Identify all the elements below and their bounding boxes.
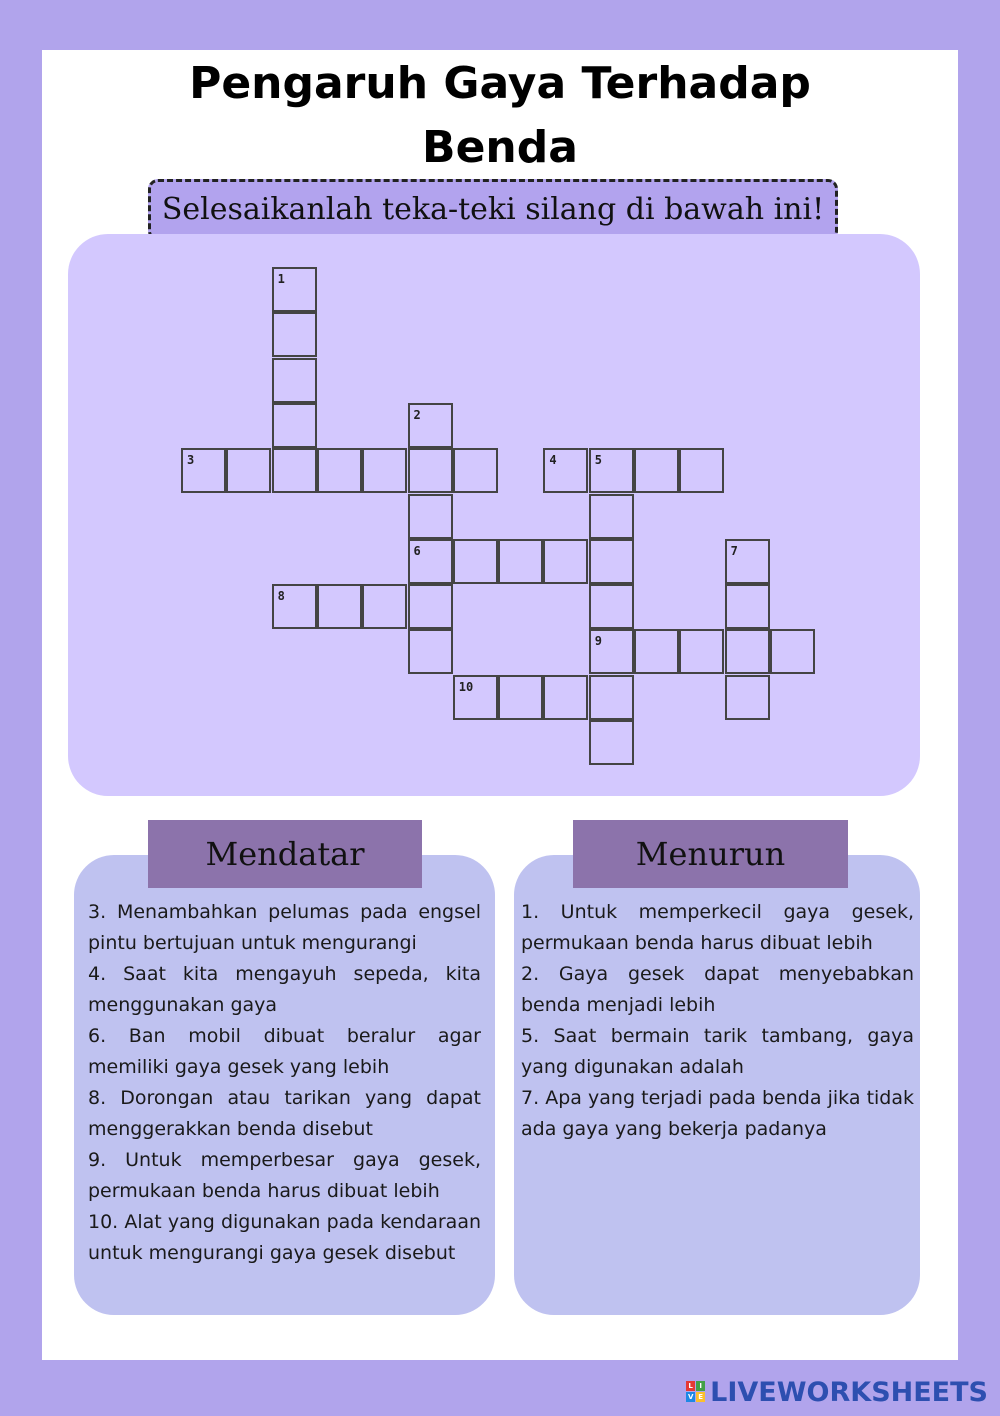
crossword-cell[interactable] [679, 448, 724, 493]
crossword-cell[interactable] [408, 403, 453, 448]
crossword-cell[interactable] [408, 448, 453, 493]
title-line-2: Benda [422, 122, 578, 173]
mendatar-clue-10: 10. Alat yang digunakan pada kendaraan untuk mengurangi gaya gesek disebut [88, 1211, 481, 1264]
crossword-cell[interactable] [317, 448, 362, 493]
worksheet-title [0, 52, 1000, 180]
crossword-cell[interactable] [589, 629, 634, 674]
mendatar-clue-list [88, 897, 481, 1269]
crossword-cell[interactable] [226, 448, 271, 493]
crossword-cell[interactable] [634, 448, 679, 493]
crossword-cell[interactable] [498, 675, 543, 720]
title-line-1: Pengaruh Gaya Terhadap [189, 58, 811, 109]
clue-number: 2 [413, 407, 421, 422]
crossword-cell[interactable] [272, 584, 317, 629]
crossword-cell[interactable] [408, 494, 453, 539]
crossword-cell[interactable] [181, 448, 226, 493]
clue-number: 8 [277, 589, 285, 604]
crossword-cell[interactable] [272, 448, 317, 493]
instruction-banner: Selesaikanlah teka-teki silang di bawah ini! [148, 179, 838, 241]
clue-number: 10 [458, 679, 474, 694]
mendatar-clue-4: 4. Saat kita mengayuh sepeda, kita menggunakan gaya [88, 963, 481, 1016]
clue-number: 7 [730, 543, 738, 558]
menurun-clue-2: 2. Gaya gesek dapat menyebabkan benda menjadi lebih [521, 963, 914, 1016]
crossword-cell[interactable] [589, 675, 634, 720]
menurun-clue-list [521, 897, 914, 1145]
crossword-cell[interactable] [498, 539, 543, 584]
clue-number: 4 [549, 453, 557, 468]
crossword-cell[interactable] [272, 267, 317, 312]
crossword-cell[interactable] [543, 675, 588, 720]
crossword-cell[interactable] [408, 629, 453, 674]
crossword-cell[interactable] [725, 539, 770, 584]
menurun-clue-5: 5. Saat bermain tarik tambang, gaya yang digunakan adalah [521, 1025, 914, 1078]
crossword-cell[interactable] [725, 675, 770, 720]
crossword-cell[interactable] [543, 539, 588, 584]
clue-number: 9 [594, 634, 602, 649]
clue-number: 3 [187, 453, 195, 468]
menurun-clue-1: 1. Untuk memperkecil gaya gesek, permukaan benda harus dibuat lebih [521, 901, 914, 954]
crossword-cell[interactable] [317, 584, 362, 629]
crossword-cell[interactable] [408, 584, 453, 629]
menurun-clue-7: 7. Apa yang terjadi pada benda jika tidak ada gaya yang bekerja padanya [521, 1087, 914, 1140]
crossword-cell[interactable] [589, 720, 634, 765]
menurun-heading: Menurun [573, 820, 848, 888]
crossword-cell[interactable] [589, 448, 634, 493]
crossword-cell[interactable] [725, 584, 770, 629]
clue-number: 5 [594, 453, 602, 468]
crossword-cell[interactable] [408, 539, 453, 584]
crossword-cell[interactable] [725, 629, 770, 674]
crossword-cell[interactable] [589, 584, 634, 629]
crossword-cell[interactable] [272, 403, 317, 448]
mendatar-clue-6: 6. Ban mobil dibuat beralur agar memiliki gaya gesek yang lebih [88, 1025, 481, 1078]
clue-number: 6 [413, 543, 421, 558]
mendatar-clue-8: 8. Dorongan atau tarikan yang dapat menggerakkan benda disebut [88, 1087, 481, 1140]
mendatar-heading: Mendatar [148, 820, 422, 888]
crossword-cell[interactable] [272, 312, 317, 357]
liveworksheets-logo[interactable] [686, 1377, 988, 1408]
mendatar-clue-9: 9. Untuk memperbesar gaya gesek, permukaan benda harus dibuat lebih [88, 1149, 481, 1202]
crossword-cell[interactable] [362, 448, 407, 493]
crossword-cell[interactable] [679, 629, 724, 674]
crossword-cell[interactable] [272, 358, 317, 403]
live-logo-icon: L I V E [686, 1381, 706, 1403]
crossword-cell[interactable] [634, 629, 679, 674]
crossword-cell[interactable] [589, 494, 634, 539]
crossword-cell[interactable] [589, 539, 634, 584]
clue-number: 1 [277, 272, 285, 286]
crossword-cell[interactable] [453, 675, 498, 720]
crossword-cell[interactable] [453, 539, 498, 584]
crossword-cell[interactable] [770, 629, 815, 674]
mendatar-clue-3: 3. Menambahkan pelumas pada engsel pintu bertujuan untuk mengurangi [88, 901, 481, 954]
brand-name: LIVEWORKSHEETS [710, 1377, 988, 1408]
crossword-cell[interactable] [362, 584, 407, 629]
crossword-cell[interactable] [543, 448, 588, 493]
crossword-cell[interactable] [453, 448, 498, 493]
